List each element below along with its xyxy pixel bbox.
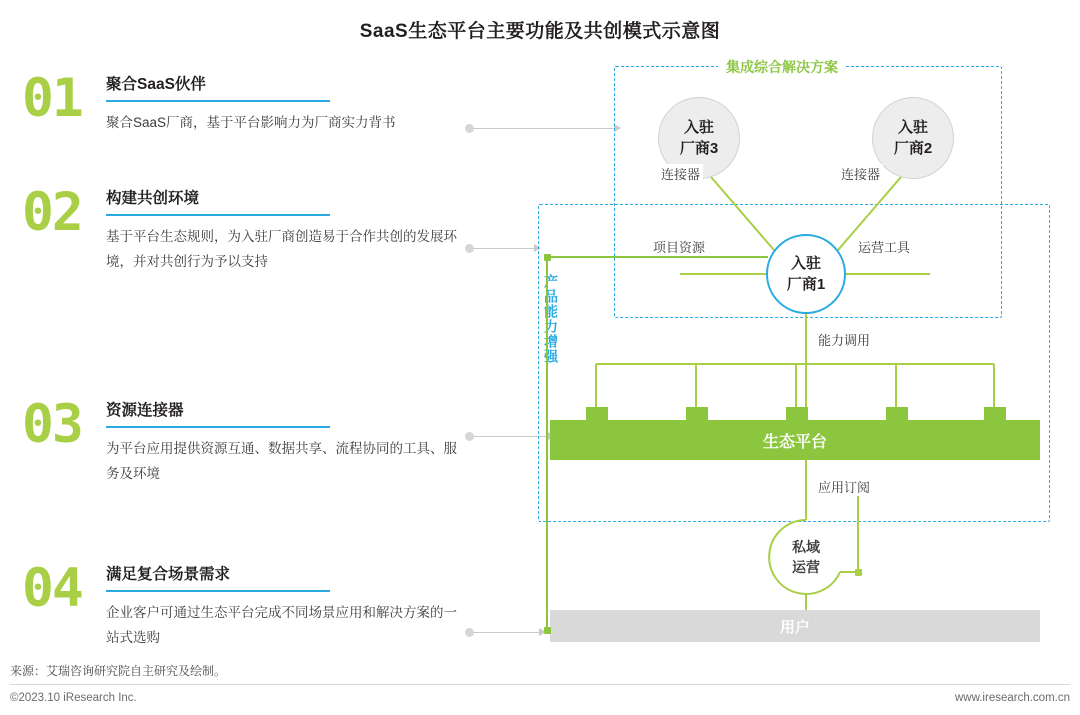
edge-label-connector-right: 连接器 [838, 164, 883, 183]
item-heading: 满足复合场景需求 [106, 566, 231, 583]
node-private-domain-line1: 私域 [792, 539, 820, 555]
edge-label-app-subscribe: 应用订阅 [815, 477, 873, 496]
edge-label-capability-call: 能力调用 [815, 330, 873, 349]
vertical-capability-label: 产品能力增强 [543, 274, 559, 364]
user-bar: 用户 [550, 610, 1040, 642]
app-node-im [686, 407, 708, 421]
page-title: SaaS生态平台主要功能及共创模式示意图 [359, 21, 721, 42]
item-number: 02 [22, 182, 82, 243]
app-node-crm [886, 407, 908, 421]
platform-bar: 生态平台 [550, 420, 1040, 460]
node-vendor-2-line2: 厂商2 [893, 140, 933, 157]
divider [106, 214, 330, 216]
node-vendor-1-line2: 厂商1 [786, 276, 826, 293]
connector-dot-icon [465, 124, 474, 133]
app-node-oa [586, 407, 608, 421]
node-vendor-1 [766, 234, 846, 314]
item-heading: 构建共创环境 [106, 190, 200, 207]
node-private-domain [769, 520, 843, 594]
node-vendor-2 [872, 97, 954, 179]
node-vendor-2-line1: 入驻 [897, 119, 928, 136]
junction-dot-private [855, 569, 862, 576]
copyright-text: ©2023.10 iResearch Inc. [10, 692, 137, 704]
item-body: 为平台应用提供资源互通、数据共享、流程协同的工具、服务及环境 [106, 441, 457, 481]
node-vendor-3-line2: 厂商3 [679, 140, 719, 157]
item-body: 企业客户可通过生态平台完成不同场景应用和解决方案的一站式选购 [106, 605, 457, 645]
app-node-center [786, 407, 808, 421]
node-vendor-3-line1: 入驻 [683, 119, 714, 136]
list-item [0, 176, 500, 296]
diagram-canvas [510, 52, 1070, 652]
junction-dot-bottom-left [544, 627, 551, 634]
divider [106, 100, 330, 102]
item-number: 03 [22, 394, 82, 455]
integrated-solution-label: 集成综合解决方案 [718, 57, 846, 77]
website-text: www.iresearch.com.cn [954, 692, 1070, 704]
list-item [0, 62, 500, 182]
connector-dot-icon [465, 432, 474, 441]
item-number: 04 [22, 558, 82, 619]
connector-dot-icon [465, 628, 474, 637]
app-node-more [984, 407, 1006, 421]
edge-label-operation-tool: 运营工具 [855, 237, 913, 256]
footer-divider [10, 684, 1070, 685]
item-number: 01 [22, 68, 82, 129]
item-heading: 资源连接器 [106, 402, 184, 419]
divider [106, 590, 330, 592]
node-private-domain-line2: 运营 [792, 559, 820, 575]
edge-label-project-resource: 项目资源 [650, 237, 708, 256]
source-note: 来源：艾瑞咨询研究院自主研究及绘制。 [10, 664, 227, 678]
list-item [0, 388, 500, 508]
item-heading: 聚合SaaS伙伴 [106, 76, 206, 93]
list-item [0, 552, 500, 672]
connector-dot-icon [465, 244, 474, 253]
item-body: 基于平台生态规则，为入驻厂商创造易于合作共创的发展环境，并对共创行为予以支持 [106, 229, 457, 269]
divider [106, 426, 330, 428]
edge-label-connector-left: 连接器 [658, 164, 703, 183]
item-body: 聚合SaaS厂商，基于平台影响力为厂商实力背书 [106, 115, 396, 130]
node-vendor-1-line1: 入驻 [790, 255, 821, 272]
junction-dot-upper-left [544, 254, 551, 261]
